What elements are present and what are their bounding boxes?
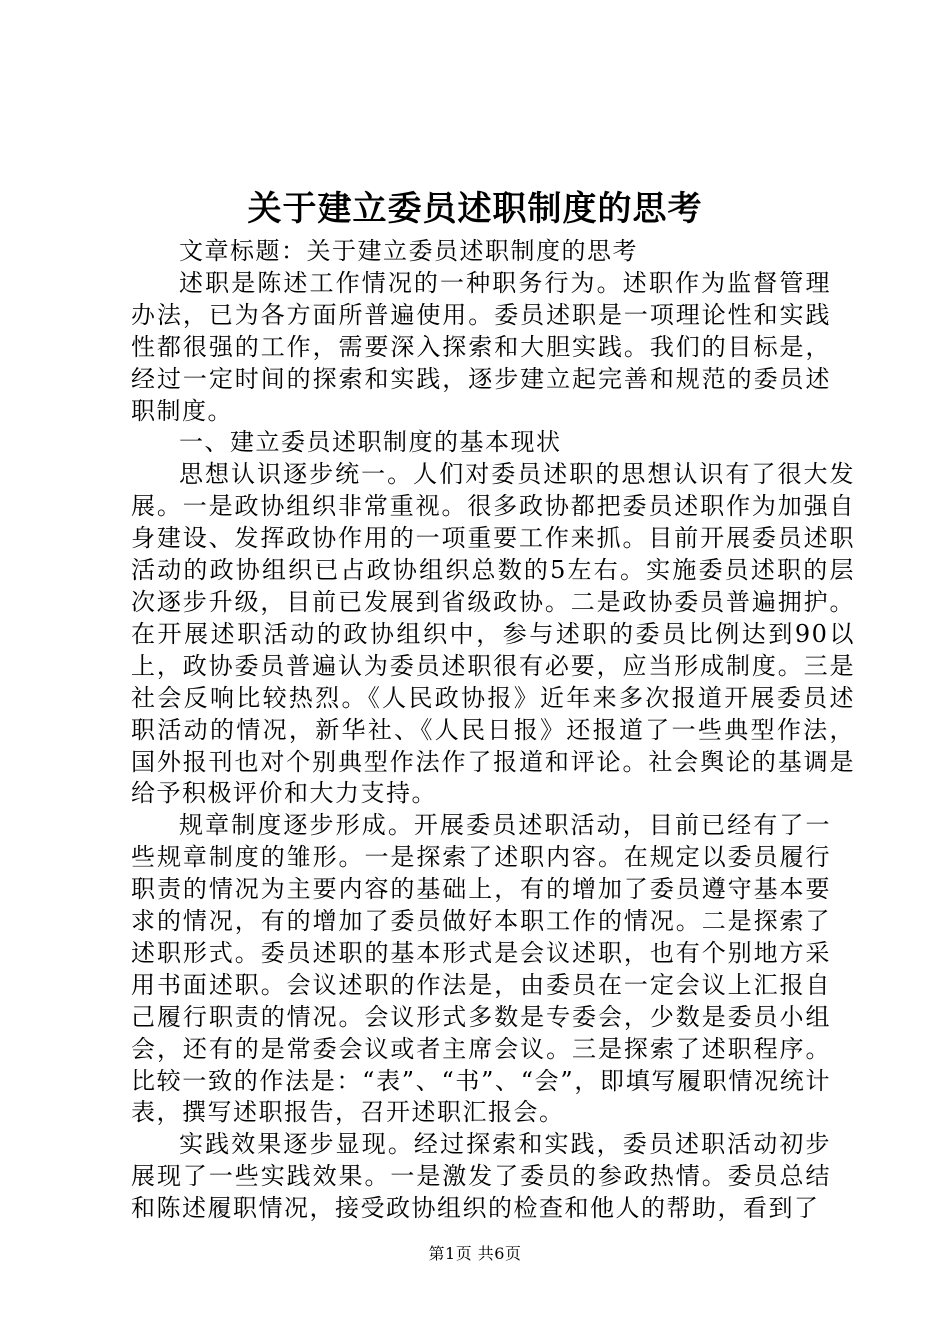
article-title-line: 文章标题：关于建立委员述职制度的思考 (179, 237, 638, 265)
body-paragraph-regulations: 规章制度逐步形成。开展委员述职活动，目前已经有了一些规章制度的雏形。一是探索了述职内容。在规定以委员履行职责的情况为主要内容的基础上，有的增加了委员遵守基本要求的情况，有的增加了委员做好本职工作的情况。二是探索了述职形式。委员述职的基本形式是会议述职，也有个别地方采用书面述职。会议述职的作法是，由委员在一定会议上汇报自己履行职责的情况。会议形式多数是专委会，少数是委员小组会，还有的是常委会议或者主席会议。三是探索了述职程序。比较一致的作法是：“表”、“书”、“会”，即填写履职情况统计表，撰写述职报告，召开述职汇报会。 (131, 811, 831, 1127)
page-number-footer: 第1页 共6页 (428, 1244, 522, 1263)
body-paragraph-effects: 实践效果逐步显现。经过探索和实践，委员述职活动初步展现了一些实践效果。一是激发了委员的参政热情。委员总结和陈述履职情况，接受政协组织的检查和他人的帮助，看到了 (131, 1130, 831, 1223)
document-title: 关于建立委员述职制度的思考 (247, 189, 703, 229)
body-paragraph-thinking: 思想认识逐步统一。人们对委员述职的思想认识有了很大发展。一是政协组织非常重视。很多政协都把委员述职作为加强自身建设、发挥政协作用的一项重要工作来抓。目前开展委员述职活动的政协组织已占政协组织总数的5左右。实施委员述职的层次逐步升级，目前已发展到省级政协。二是政协委员普遍拥护。在开展述职活动的政协组织中，参与述职的委员比例达到90以上，政协委员普遍认为委员述职很有必要，应当形成制度。三是社会反响比较热烈。《人民政协报》近年来多次报道开展委员述职活动的情况，新华社、《人民日报》还报道了一些典型作法，国外报刊也对个别典型作法作了报道和评论。社会舆论的基调是给予积极评价和大力支持。 (131, 460, 855, 808)
document-body (131, 236, 855, 1225)
intro-paragraph: 述职是陈述工作情况的一种职务行为。述职作为监督管理办法，已为各方面所普遍使用。委员述职是一项理论性和实践性都很强的工作，需要深入探索和大胆实践。我们的目标是，经过一定时间的探索和实践，逐步建立起完善和规范的委员述职制度。 (131, 268, 831, 425)
section-heading: 一、建立委员述职制度的基本现状 (179, 428, 562, 457)
